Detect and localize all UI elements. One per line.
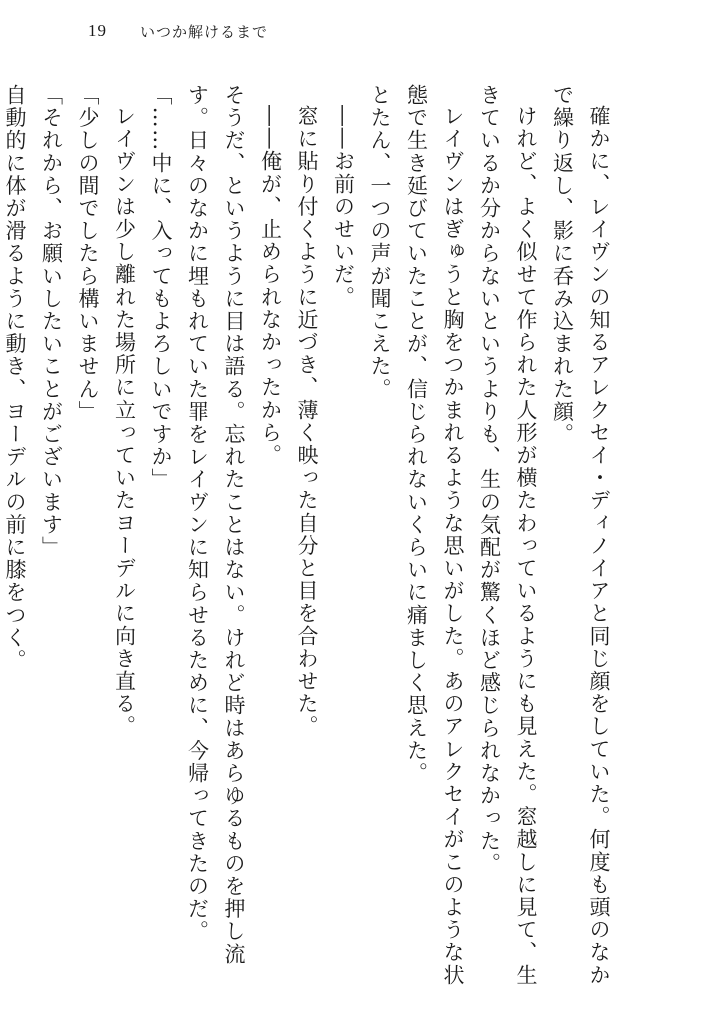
paragraph: けれど、よく似せて作られた人形が横たわっているようにも見えた。窓越しに見て、生きているか分からないというよりも、生の気配が驚くほど感じられなかった。: [477, 84, 538, 987]
dialogue: 「……中に、入ってもよろしいですか」: [149, 84, 173, 491]
paragraph: レイヴンはぎゅうと胸をつかまれるような思いがした。あのアレクセイがこのような状態で生き延びていたことが、信じられないくらいに痛ましく思えた。: [404, 84, 465, 987]
page-header: [88, 18, 268, 44]
paragraph: そうだ、というように目は語る。忘れたことはない。けれど時はあらゆるものを押し流す。日々のなかに埋もれていた罪をレイヴンに知らせるために、今帰ってきたのだ。: [185, 84, 246, 966]
paragraph: ――俺が、止められなかったから。: [258, 105, 283, 467]
paragraph: レイヴンは少し離れた場所に立っていたヨーデルに向き直る。: [112, 105, 137, 738]
vertical-body-text: [3, 84, 617, 994]
paragraph: 窓に貼り付くように近づき、薄く映った自分と目を合わせた。: [295, 105, 319, 738]
page-number: 19: [88, 21, 107, 40]
dialogue: 「それから、お願いしたいことがございます」: [39, 84, 64, 559]
paragraph: 確かに、レイヴンの知るアレクセイ・ディノイアと同じ顔をしていた。何度も頭のなかで繰り返し、影に呑み込まれた顔。: [550, 84, 611, 987]
paragraph: 自動的に体が滑るように動き、ヨーデルの前に膝をつく。: [3, 84, 27, 672]
paragraph: ――お前のせいだ。: [331, 105, 356, 309]
paragraph: とたん、一つの声が聞こえた。: [368, 84, 392, 401]
dialogue: 「少しの間でしたら構いません」: [76, 84, 100, 423]
running-title: いつか解けるまで: [140, 22, 269, 41]
